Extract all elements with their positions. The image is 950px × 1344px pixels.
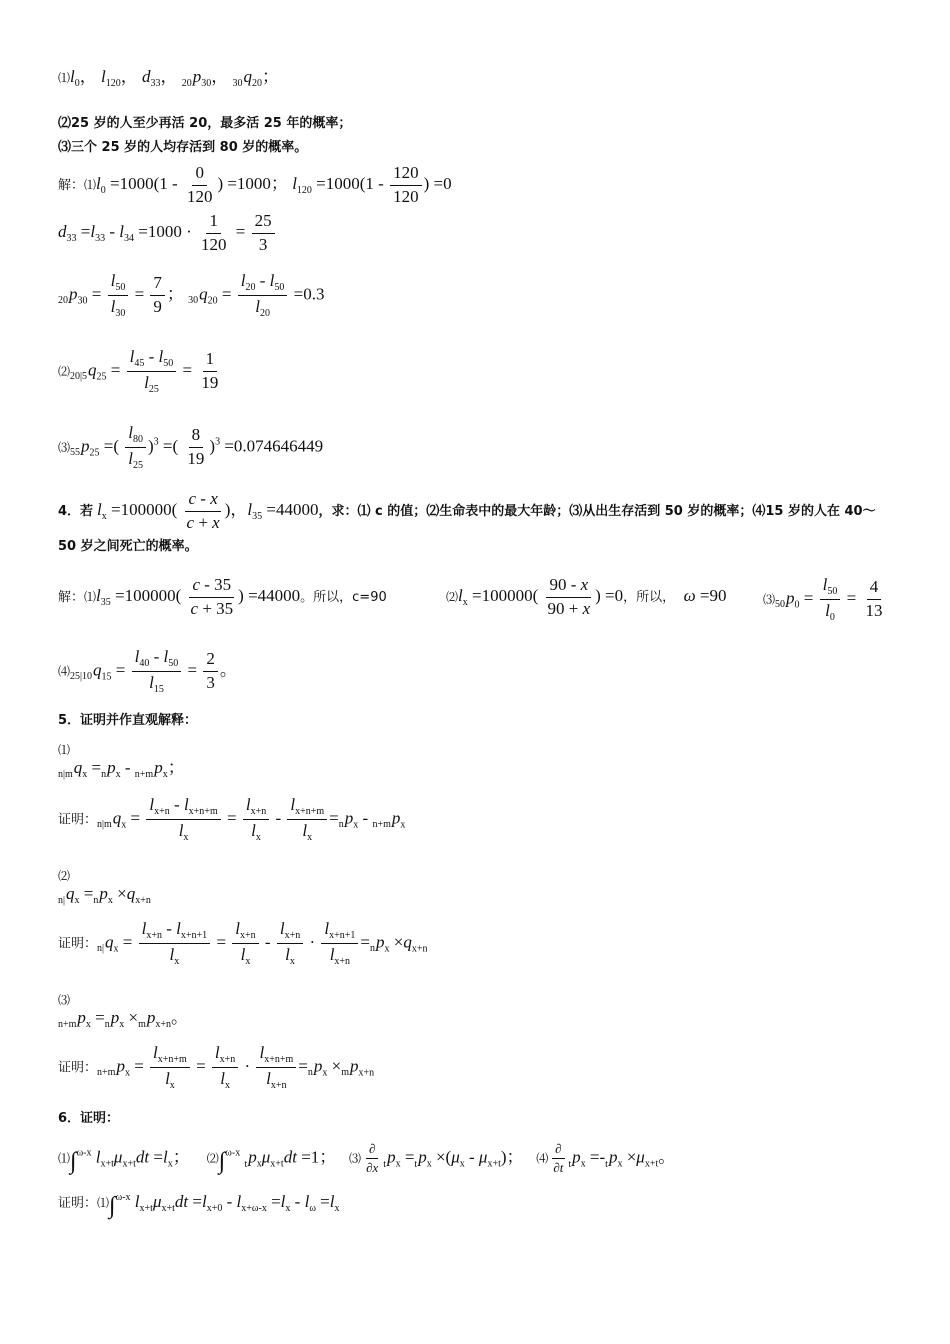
q3-solution-line5: $⑶_{55}p_{25}$ =( $\frac{l_{80}}{l_{25}}$ )$^3$ =( $\frac{8}{19}$ )$^3$ =0.074646449 [58, 423, 324, 471]
q5-proof1: 证明：$_{n|m}q_x$ = $\frac{l_{x+n} - l_{x+n+m}}{l_x}$ = $\frac{l_{x+n}}{l_x}$ - $\frac{l_{x+n+m}}{l_x}$ $=_np_x - _{n+m}p_x$ [58, 795, 406, 843]
q5-proof2: 证明：$_{n|}q_x$ = $\frac{l_{x+n} - l_{x+n+1}}{l_x}$ = $\frac{l_{x+n}}{l_x}$ - $\frac{l_{x+n}}{l_x}$ · $\frac{l_{x+n+1}}{l_{x+n}}$ $=_np_x \times q_{x+n}$ [58, 919, 428, 967]
q6-proof1: 证明：⑴∫$^{\omega-x}$ $l_{x+t}\mu_{x+t}dt =l_{x+0} - l_{x+\omega-x} =l_x - l_\omega =l_x$ [58, 1192, 340, 1219]
q3-solution-line3: $_{20}p_{30}$ = $\frac{l_{50}}{l_{30}}$ = $\frac{7}{9}$ ； $_{30}q_{20}$ = $\frac{l_{20} - l_{50}}{l_{20}}$ =0.3 [58, 271, 325, 319]
q3-solution-line1: 解：$⑴l_0 =1000(1$ - $\frac{0}{120}$ ) =1000； $l_{120} =1000(1$ - $\frac{120}{120}$ ) =0 [58, 163, 452, 206]
q5-part1: ⑴ $_{n|m}q_x =_np_x - _{n+m}p_x$； [58, 743, 185, 780]
q3-part2: ⑵25 岁的人至少再活 20，最多活 25 年的概率； [58, 116, 352, 131]
q5-part2: ⑵ $_{n|}q_x =_np_x \times q_{x+n}$ [58, 869, 151, 906]
q4-solution-line1: 解：$⑴l_{35} =100000$( $\frac{c - 35}{c + 35}$ ) =44000。所以，c=90 [58, 575, 387, 618]
q5-part3: ⑶ $_{n+m}p_x =_np_x \times_mp_{x+n}$。 [58, 993, 189, 1030]
q3-part3: ⑶三个 25 岁的人均存活到 80 岁的概率。 [58, 140, 308, 155]
q3-part1: $⑴l_0$， $l_{120}$， $d_{33}$， $_{20}p_{30}$， $_{30}q_{20}$； [58, 67, 279, 89]
q4-solution-line2: $⑵l_x =100000$( $\frac{90 - x}{90 + x}$ ) =0，所以， ω =90 [446, 575, 727, 618]
q4-solution-line4: $⑷_{25|10}q_{15}$ = $\frac{l_{40} - l_{50}}{l_{15}}$ = $\frac{2}{3}$ 。 [58, 647, 237, 695]
q6-title: 6．证明： [58, 1111, 120, 1126]
q6-parts: ⑴∫$^{\omega-x}$ $l_{x+t}\mu_{x+t}dt =l_x$； ⑵∫$^{\omega-x}$ $_tp_x\mu_{x+t}dt =1$； ⑶ $\frac{\partial}{\partial x}$ $_tp_x =_tp_x \times(\mu_x - \mu_{x+t})$； ⑷ $\frac{\partial}{\partial t}$ $_tp_x =-_tp_x \times\mu_{x+t}$。 [58, 1141, 676, 1176]
q5-proof3: 证明：$_{n+m}p_x$ = $\frac{l_{x+n+m}}{l_x}$ = $\frac{l_{x+n}}{l_x}$ · $\frac{l_{x+n+m}}{l_{x+n}}$ $=_np_x \times_mp_{x+n}$ [58, 1043, 375, 1091]
q4-question-cont: 50 岁之间死亡的概率。 [58, 539, 198, 554]
q5-title: 5．证明并作直观解释： [58, 713, 198, 728]
q4-question: 4．若 $l_x =100000$( $\frac{c - x}{c + x}$ )，$l_{35} =44000$，求：⑴ c 的值；⑵生命表中的最大年龄；⑶从出生存活到 50 岁的概率；⑷15 岁的人在 40～ [58, 489, 876, 532]
q3-solution-line4: $⑵_{20|5}q_{25}$ = $\frac{l_{45} - l_{50}}{l_{25}}$ = $\frac{1}{19}$ [58, 347, 219, 395]
q3-solution-line2: $d_{33} =l_{33} - l_{34} =1000$ · $\frac{1}{120}$ = $\frac{25}{3}$ [58, 212, 277, 254]
q4-solution-line3: $⑶_{50}p_0$ = $\frac{l_{50}}{l_0}$ = $\frac{4}{13}$ [763, 575, 883, 623]
